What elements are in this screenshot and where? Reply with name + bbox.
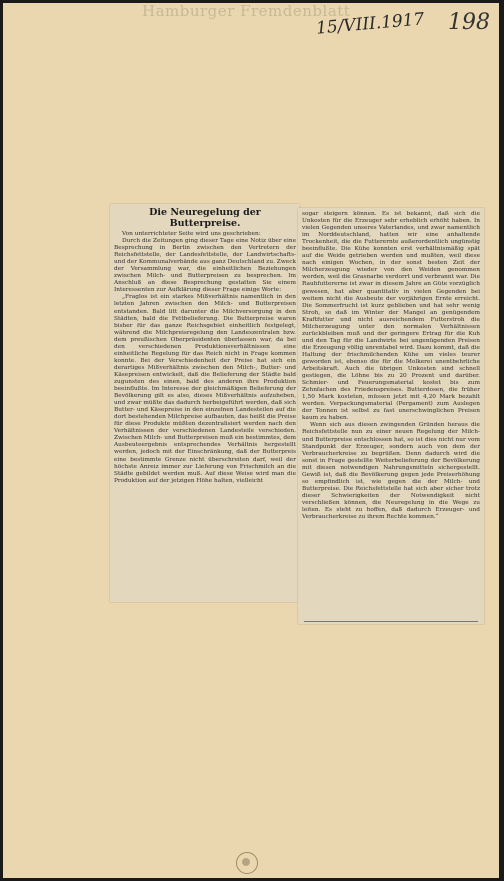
paragraph: Wenn sich aus diesen zwingenden Gründen heraus die Reichsfettstelle nun zu einer neuen Regelung der Milch- und Butterpreise entschlossen hat, so ist dies nicht nur vom Standpunkt der Erzeuger, sondern auch von dem der Verbraucherkreise zu begrüßen. Denn dadurch wird die sonst in Frage gestellte Weiterbelieferung der Bevölkerung mit diesen notwendigen Nahrungsmitteln sichergestellt. Gewiß ist, daß die Bevölkerung gegen jede Preiserhöhung so empfindlich ist, wie gegen die der Milch- und Butterpreise. Die Reichsfettstelle hat sich aber sicher trotz dieser Schwierigkeiten der Notwendigkeit nicht verschließen können, die Neuregelung in die Wege zu leiten. Es steht zu hoffen, daß dadurch Erzeuger- und Verbraucherkreise zu ihrem Rechte kommen.“ [302, 422, 480, 521]
paragraph: „Fraglos ist ein starkes Mißverhältnis namentlich in den letzten Jahren zwischen den Milch- und Butterpreisen entstanden. Bald litt darunter die Milchversorgung in den Städten, bald die Fettbelieferung. Die Butterpreise waren bisher für das ganze Reichsgebiet einheitlich festgelegt, während die Milchpreisregelung den Landeszentralen bzw. dem preußischen Oberpräsidenten überlassen war, da bei den verschiedenen Produktionsverhältnissen eine einheitliche Regelung für das Reich nicht in Frage kommen konnte. Bei der Verschiedenheit der Preise hat sich ein derartiges Mißverhältnis zwischen den Milch-, Butter- und Käsepreisen entwickelt, daß die Belieferung der Städte bald zugunsten des einen, bald des anderen ihre Produktion beeinflußte. Im Interesse der gleichmäßigen Belieferung der Bevölkerung gilt es also, dieses Mißverhältnis aufzuheben, und zwar müßte das dadurch herbeigeführt werden, daß sich Butter- und Käsepreise in den einzelnen Landesteilen auf die dort bestehenden Milchpreise aufbauten, das heißt die Preise für diese Produkte müßten dezentralisiert werden nach den Verhältnissen der verschiedenen Landesteile verschieden. Zwischen Milch- und Butterpreisen muß ein bestimmtes, dem Ausbeuteergebnis entsprechendes Verhältnis hergestellt werden, jedoch mit der Einschränkung, daß der Butterpreis eine bestimmte Grenze nicht überschreiten darf, weil der höchste Anreiz immer zur Lieferung von Frischmilch an die Städte gebildet werden muß. Auf diese Weise wird man die Produktion auf der jetzigen Höhe halten, vielleicht [114, 294, 297, 484]
handwritten-date: 15/VIII.1917 [315, 9, 426, 39]
newspaper-masthead: Hamburger Fremdenblatt [142, 2, 351, 20]
paragraph: Von unterrichteter Seite wird uns geschrieben: [122, 231, 261, 237]
article-headline: Die Neuregelung der Butterpreise. [149, 207, 261, 229]
paragraph: sogar steigern können. Es ist bekannt, daß sich die Unkosten für die Erzeuger sehr erheblich erhöht haben. In vielen Gegenden unseres Vaterlandes, und zwar namentlich im Norddeutschland, hatten wir eine anhaltende Trockenheit, die die Futterernte außerordentlich ungünstig beeinflußte. Die Kühe konnten erst verhältnismäßig spät auf die Weide getrieben werden und mußten, weil diese nach einigen Wochen, in der sonst besten Zeit der Milcherzeugung wieder von den Weiden genommen werden, weil die Grasnarbe verdorrt und verbrannt war. Die Rauhfuttererne ist zwar in diesem Jahre an Güte vorzüglich gewesen, hat aber quantitativ in vielen Gegenden bei weitem nicht die Ausbeute der vorjährigen Ernte erreicht. Die Sommerfrucht ist kurz geblieben und hat sehr wenig Stroh, so daß im Winter der Mangel an genügendem Kraftfutter und nicht ausreichendem Futterstroh die Milcherzeugung unter den normalen Verhältnissen zurückbleiben muß und der geringere Ertrag für die Kuh und den Tag für die Landwirte bei ungenügenden Preisen die Erzeugung völlig unrentabel wird. Dazu kommt, daß die Haltung der frischmilchenden Kühe um vieles teurer geworden ist, ebenso die für die Molkerei unentbehrliche Arbeitskraft. Auch die übrigen Unkosten sind schnell gestiegen, die Löhne bis zu 20 Prozent und darüber. Schmier- und Feuerungsmaterial kostet bis zum Zehnfachen des Friedenspreises. Butterdosen, die früher 1,50 Mark kosteten, müssen jetzt mit 4,20 Mark bezahlt werden. Verpackungsmaterial (Pergament) zum Auslegen der Tonnen ist selbst zu fast unerschwinglichen Preisen kaum zu haben. [302, 211, 480, 422]
folio-number: 198 [448, 10, 490, 35]
paragraph: Durch die Zeitungen ging dieser Tage eine Notiz über eine Besprechung in Berlin zwischen den Vertretern der Reichsfettstelle, der Landesfettstelle, der Landwirtschafts- und der Kommunalverbände aus ganz Deutschland zu. Zweck der Versammlung war, die einheitlichen Beziehungen zwischen Milch- und Butterpreisen zu besprechen. Im Anschluß an diese Besprechung gestatten Sie einem Interessenten zur Aufklärung dieser Frage einige Worte: [114, 238, 296, 294]
